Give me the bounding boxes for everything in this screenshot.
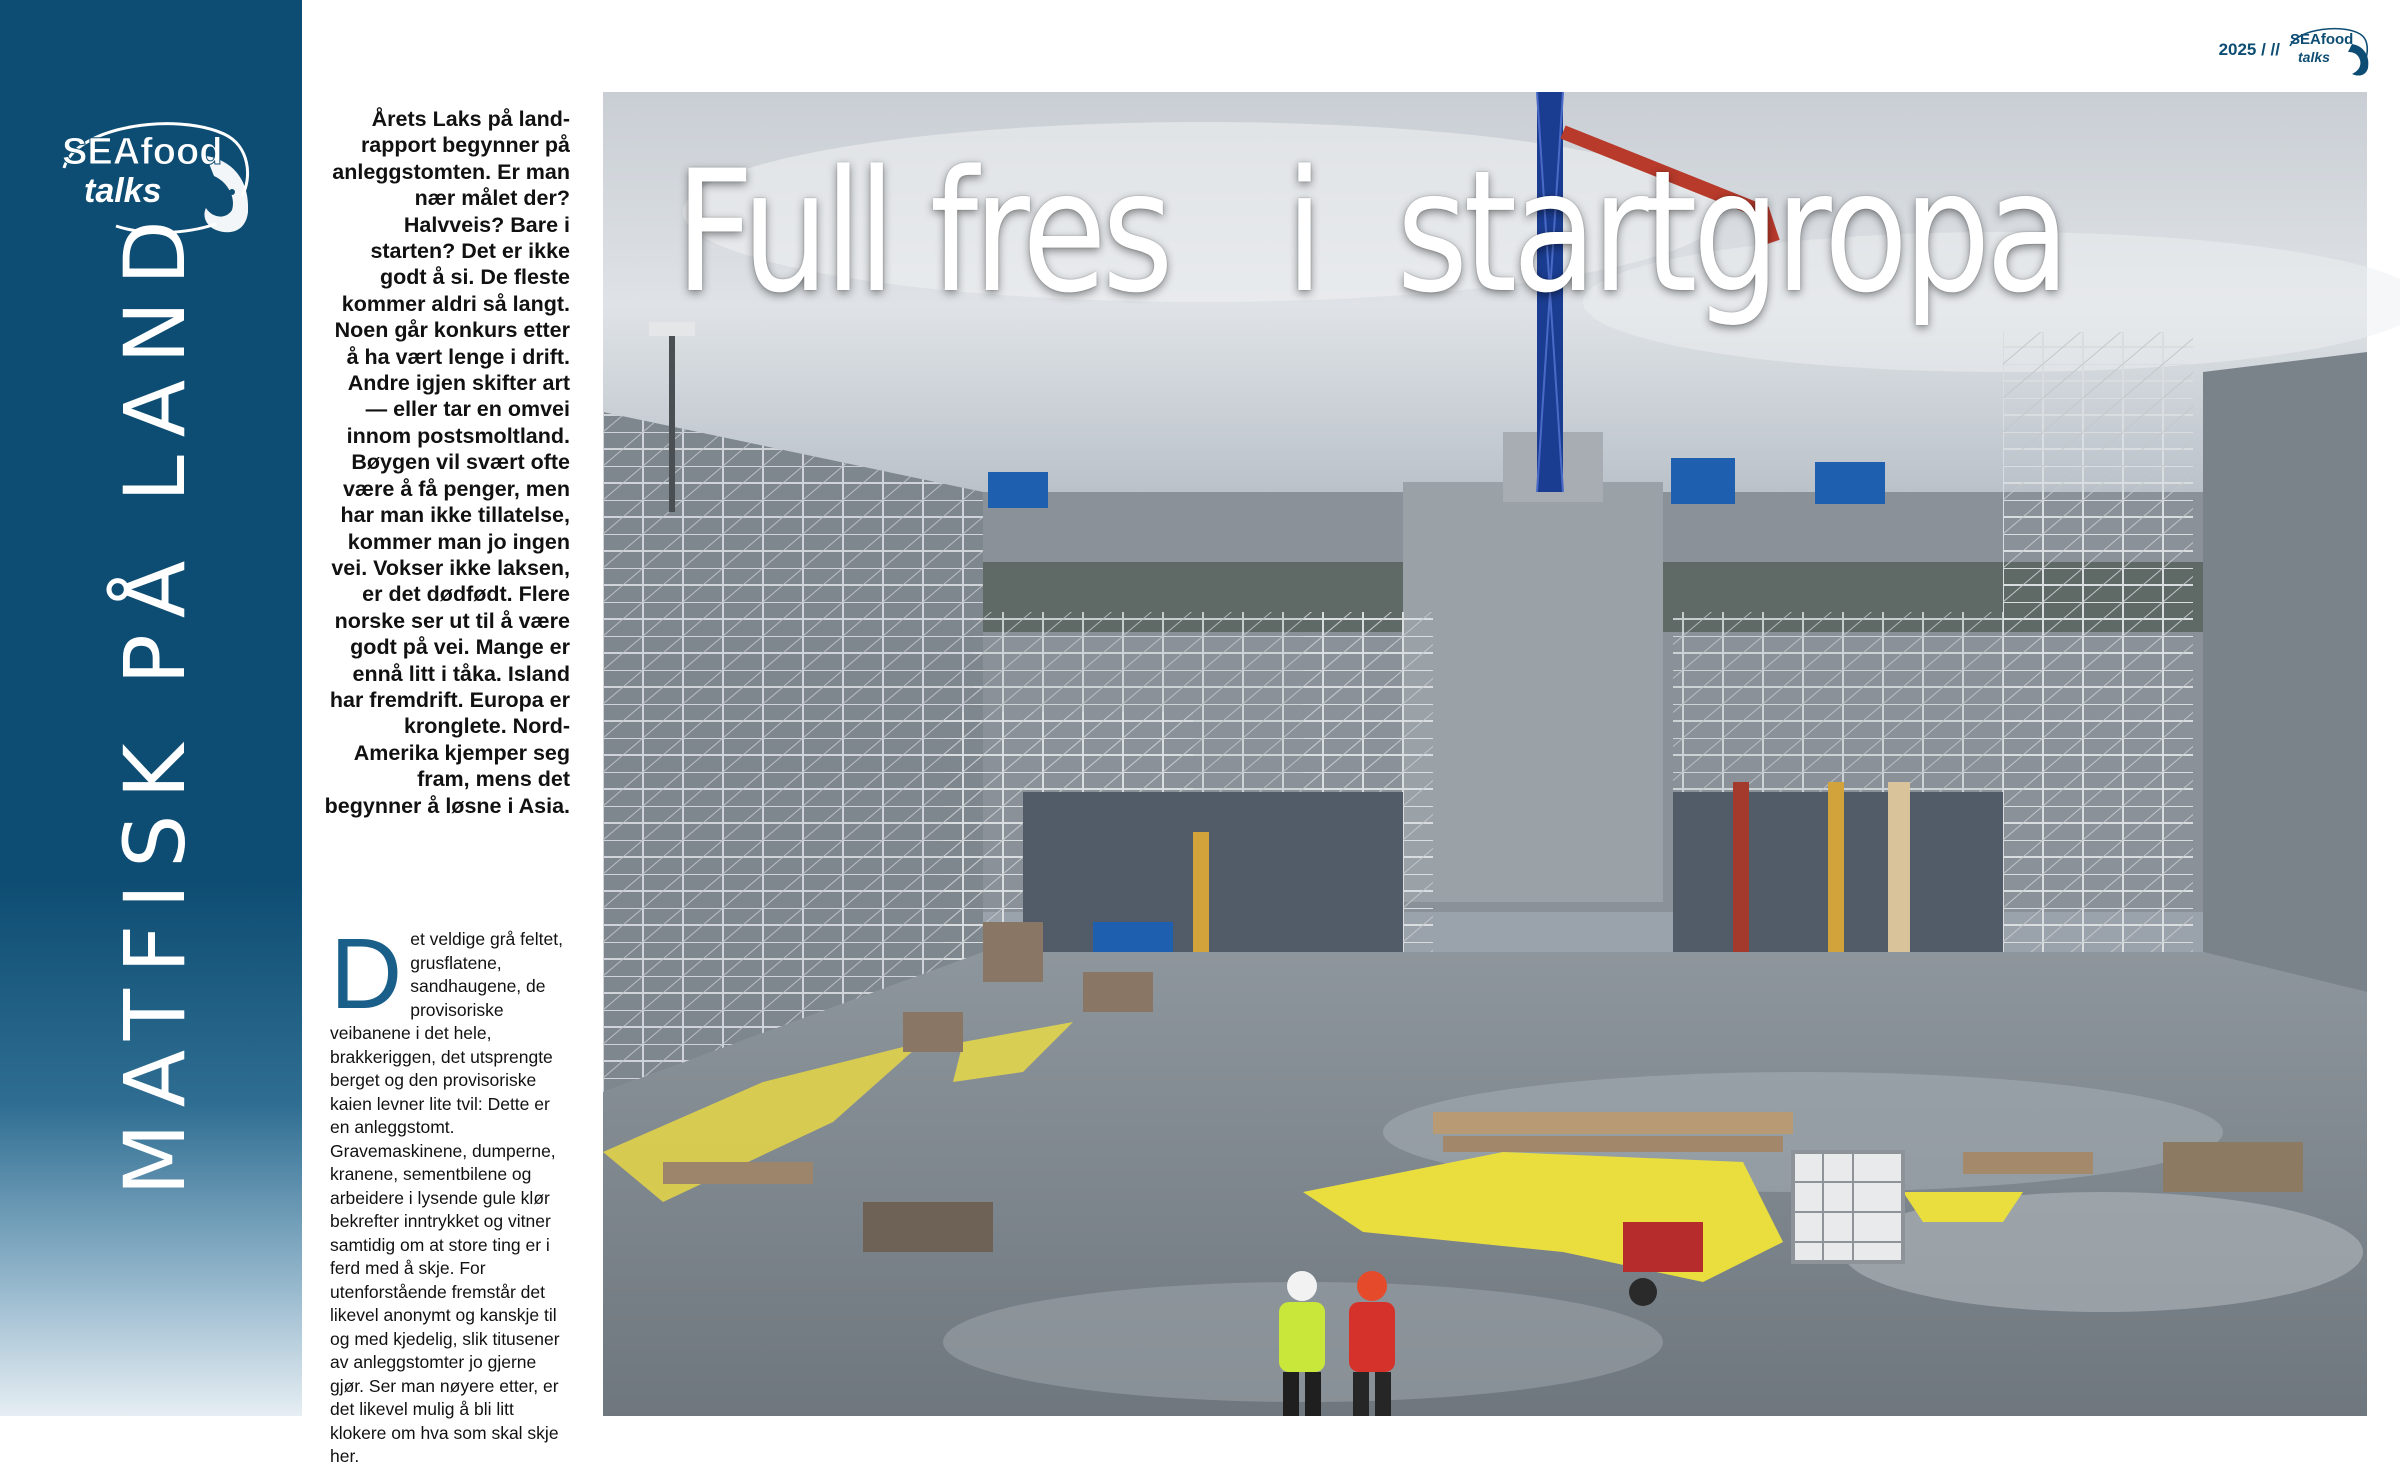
hero-photo (603, 92, 2367, 1416)
folio-logo-bottom: talks (2298, 49, 2330, 65)
body-paragraph: et veldige grå feltet, grusflatene, sandhaugene, de provisoriske veibanene i det hele, brakkeriggen, det utsprengte berget og den provisoriske kaien levner lite tvil: Dette er en anleggstomt. Gravemaskinene, dumperne, kranene, sementbilene og arbeidere i lysende gule klør bekrefter inntrykket og vitner samtidig om at store ting er i ferd med å skje. For utenforstående fremstår det likevel anonymt og kanskje til og med kjedelig, slik titusener av anleggstomter jo gjerne gjør. Ser man nøyere etter, er det likevel mulig å bli litt klokere om hva som skal skje her. (330, 929, 563, 1466)
drop-cap: D (330, 918, 403, 1030)
folio-logo-top: SEAfood (2290, 31, 2354, 48)
fish-icon (2286, 22, 2370, 78)
body-text (330, 918, 566, 1466)
folio (2219, 20, 2370, 80)
section-title: MATFISK PÅ LAND (106, 204, 204, 1196)
logo-word-bottom: talks (84, 172, 162, 210)
folio-text: 2025 / // (2218, 40, 2280, 59)
section-band (0, 0, 302, 1416)
headline: Full fres i startgropa (675, 134, 2066, 330)
ingress: Årets Laks på land-rapport begynner på anleggstomten. Er man nær målet der? Halvveis? Bare i starten? Det er ikke godt å si. De fleste kommer aldri så langt. Noen går konkurs etter å ha vært lenge i drift. Andre igjen skifter art — eller tar en omvei innom postsmoltland. Bøygen vil svært ofte være å få penger, men har man ikke tillatelse, kommer man jo ingen vei. Vokser ikke laksen, er det dødfødt. Flere norske ser ut til å være godt på vei. Mange er ennå litt i tåka. Island har fremdrift. Europa er kronglete. Nord-Amerika kjemper seg fram, mens det begynner å løsne i Asia. (324, 107, 570, 818)
logo-word-top: SEAfood (62, 131, 223, 173)
